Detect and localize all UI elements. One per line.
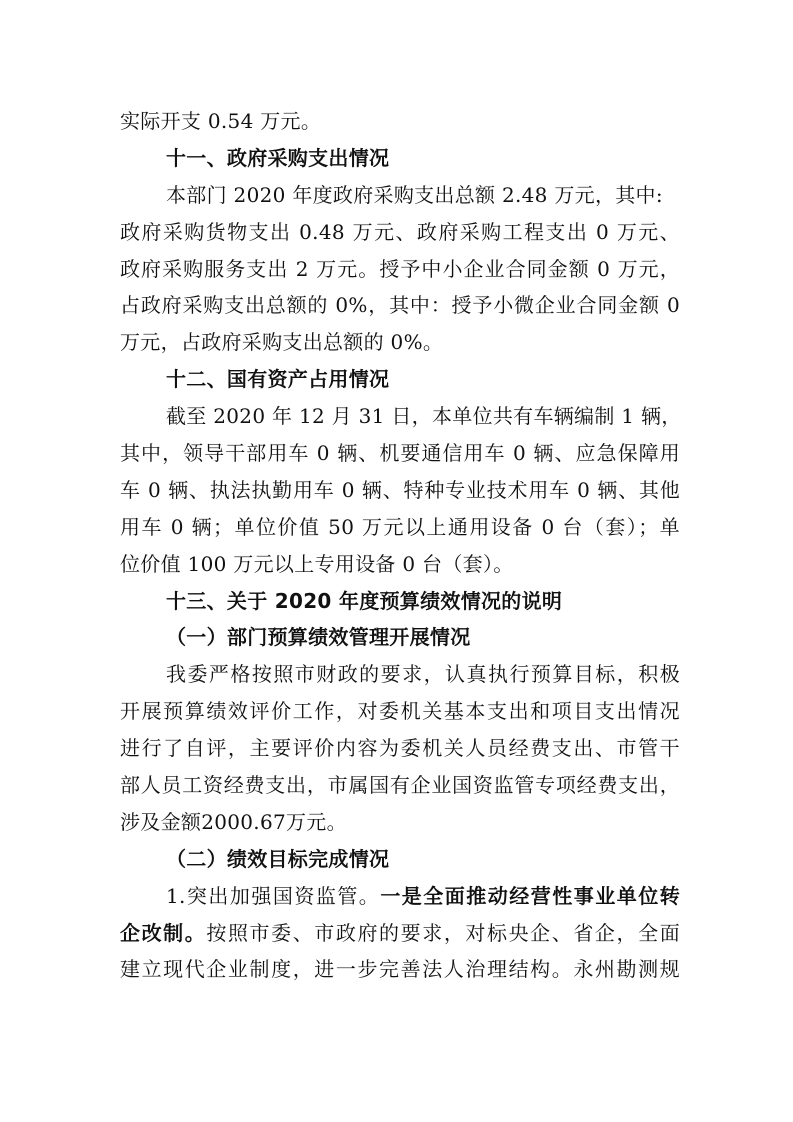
paragraph-line: 实际开支 0.54 万元。	[120, 109, 322, 133]
paragraph-line: 位价值 100 万元以上专用设备 0 台（套）。	[120, 551, 514, 576]
paragraph-line: 涉及金额2000.67万元。	[120, 809, 347, 834]
subsection-heading-goals: （二）绩效目标完成情况	[166, 846, 390, 871]
paragraph-line: 政府采购货物支出 0.48 万元、政府采购工程支出 0 万元、	[120, 219, 680, 244]
document-body	[120, 103, 680, 988]
paragraph-line: 开展预算绩效评价工作，对委机关基本支出和项目支出情况	[120, 699, 680, 724]
paragraph-line: 本部门 2020 年度政府采购支出总额 2.48 万元，其中:	[166, 182, 663, 207]
paragraph-line: 占政府采购支出总额的 0%，其中：授予小微企业合同金额 0	[120, 293, 680, 318]
paragraph-line: 车 0 辆、执法执勤用车 0 辆、特种专业技术用车 0 辆、其他	[120, 477, 680, 502]
paragraph-text: 1.突出加强国资监管。	[166, 883, 381, 908]
paragraph-line	[120, 878, 680, 915]
paragraph-line: 政府采购服务支出 2 万元。授予中小企业合同金额 0 万元，	[120, 256, 680, 281]
section-heading-state-assets: 十二、国有资产占用情况	[166, 367, 390, 392]
paragraph-line: 我委严格按照市财政的要求，认真执行预算目标，积极	[166, 662, 680, 687]
paragraph-line: 进行了自评，主要评价内容为委机关人员经费支出、市管干	[120, 736, 680, 761]
section-heading-performance: 十三、关于 2020 年度预算绩效情况的说明	[166, 588, 563, 613]
paragraph-line: 部人员工资经费支出，市属国有企业国资监管专项经费支出，	[120, 773, 680, 798]
paragraph-line: 其中，领导干部用车 0 辆、机要通信用车 0 辆、应急保障用	[120, 441, 680, 466]
paragraph-line: 截至 2020 年 12 月 31 日，本单位共有车辆编制 1 辆，	[166, 404, 682, 429]
paragraph-text: 按照市委、市政府的要求，对标央企、省企，全面	[206, 920, 680, 945]
emphasis-text: 企改制。	[120, 920, 207, 945]
paragraph-line: 用车 0 辆；单位价值 50 万元以上通用设备 0 台（套）；单	[120, 514, 680, 539]
paragraph-line	[120, 915, 680, 952]
paragraph-line: 万元，占政府采购支出总额的 0%。	[120, 330, 444, 355]
subsection-heading-management: （一）部门预算绩效管理开展情况	[166, 625, 471, 650]
emphasis-text: 一是全面推动经营性事业单位转	[380, 883, 681, 908]
section-heading-procurement: 十一、政府采购支出情况	[166, 145, 390, 170]
paragraph-line: 建立现代企业制度，进一步完善法人治理结构。永州勘测规	[120, 957, 680, 982]
